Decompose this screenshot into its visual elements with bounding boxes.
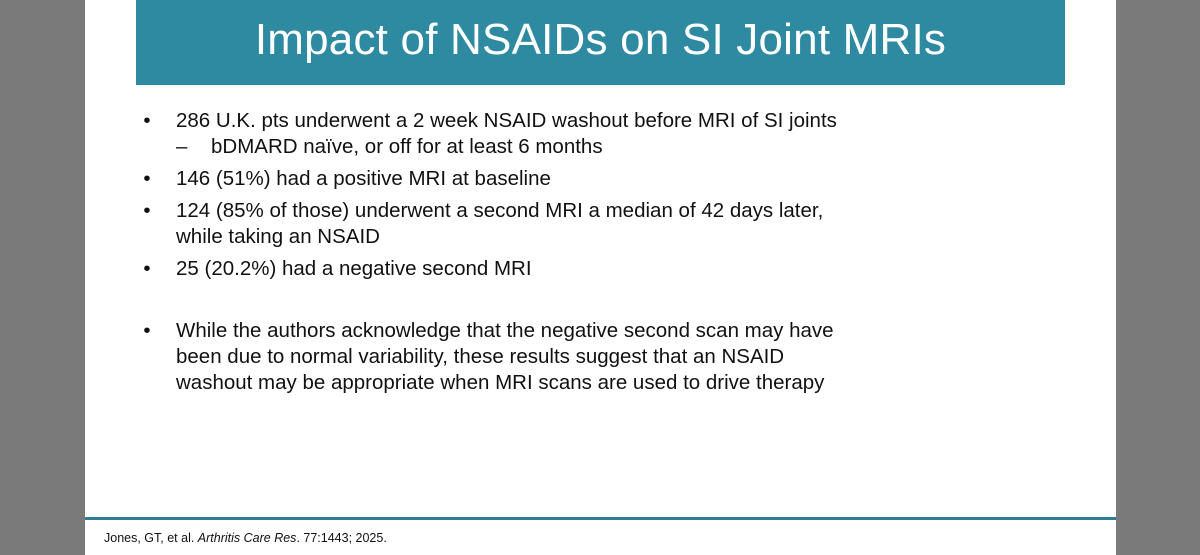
bullet-item: [141, 166, 1041, 192]
bullet-text-line: while taking an NSAID: [176, 225, 380, 248]
bullet-text-line: While the authors acknowledge that the negative second scan may have: [176, 319, 834, 342]
footer-divider: [85, 517, 1116, 520]
slide: [85, 0, 1116, 555]
sub-bullet-item: [176, 134, 1041, 160]
bullet-dot-icon: •: [143, 257, 151, 280]
dash-icon: –: [176, 135, 188, 158]
bullet-dot-icon: •: [143, 109, 151, 132]
bullet-dot-icon: •: [143, 199, 151, 222]
citation-details: . 77:1443; 2025.: [296, 531, 387, 545]
citation-authors: Jones, GT, et al.: [104, 531, 198, 545]
bullet-list: [141, 108, 1041, 396]
bullet-item: [141, 318, 1041, 396]
bullet-text: 25 (20.2%) had a negative second MRI: [176, 257, 532, 280]
bullet-text-line: been due to normal variability, these results suggest that an NSAID: [176, 345, 785, 368]
bullet-text-line: washout may be appropriate when MRI scans are used to drive therapy: [176, 371, 825, 394]
bullet-dot-icon: •: [143, 319, 151, 342]
bullet-item: [141, 256, 1041, 282]
citation-journal: Arthritis Care Res: [197, 531, 297, 545]
bullet-text: 286 U.K. pts underwent a 2 week NSAID washout before MRI of SI joints: [176, 109, 837, 132]
slide-title: Impact of NSAIDs on SI Joint MRIs: [254, 14, 947, 64]
bullet-text-line: 124 (85% of those) underwent a second MRI a median of 42 days later,: [176, 199, 824, 222]
bullet-dot-icon: •: [143, 167, 151, 190]
bullet-item: [141, 108, 1041, 134]
sub-bullet-text: bDMARD naïve, or off for at least 6 months: [211, 135, 603, 158]
bullet-text: 146 (51%) had a positive MRI at baseline: [176, 167, 551, 190]
bullet-item: [141, 198, 1041, 250]
citation: [104, 531, 387, 545]
title-bar: [136, 0, 1065, 85]
